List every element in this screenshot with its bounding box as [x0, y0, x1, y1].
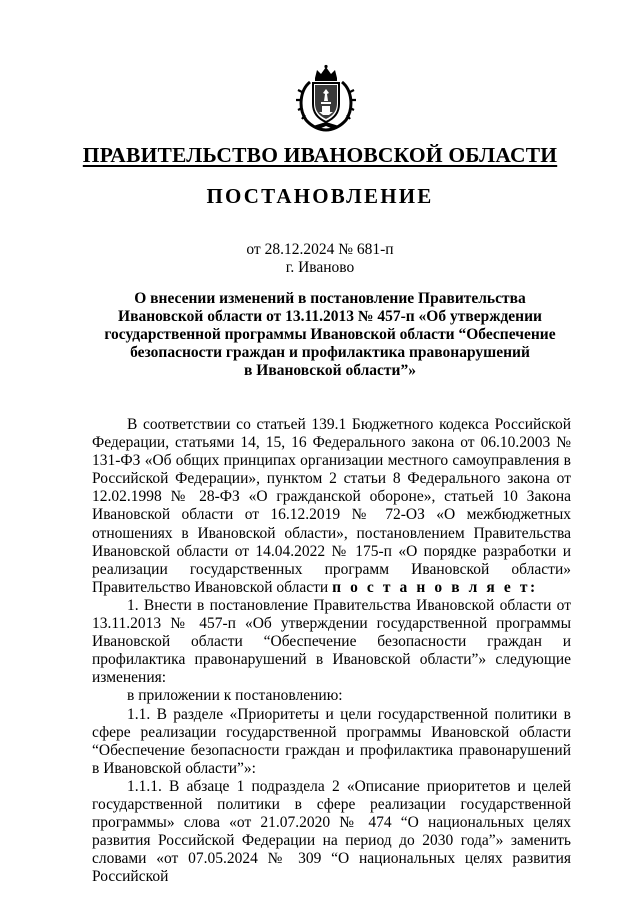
paragraph-2: в приложении к постановлению:	[127, 687, 343, 705]
city: г. Иваново	[285, 259, 355, 276]
subject-line: государственной программы Ивановской области “Обеспечение	[104, 326, 556, 343]
paragraph-1-1-1: 1.1.1. В абзаце 1 подраздела 2 «Описание приоритетов и целей государственной политики в сфере реализации государственной программы» слова «от 21.07.2020 № 474 “О национальных целях развития Российской Федерации на период до 2030 года”» заменить словами «от 07.05.2024 № 309 “О национальных целях развития Российской	[92, 777, 571, 886]
subject-line: Ивановской области от 13.11.2013 № 457-п «Об утверждении	[118, 308, 542, 325]
paragraph-1-1: 1.1. В разделе «Приоритеты и цели государственной политики в сфере реализации государственной программы Ивановской области “Обеспечение безопасности граждан и профилактика правонарушений в Ивановской области”»:	[92, 705, 571, 777]
preamble-text: В соответствии со статьей 139.1 Бюджетного кодекса Российской Федерации, статьями 14, 15, 16 Федерального закона от 06.10.2003 № 131-ФЗ «Об общих принципах организации местного самоуправления в Российской Федерации», пунктом 2 статьи 8 Федерального закона от 12.02.1998 № 28-ФЗ «О гражданской обороне», статьей 10 Закона Ивановской области от 16.12.2019 № 72-ОЗ «О межбюджетных отношениях в Ивановской области», постановлением Правительства Ивановской области от 14.04.2022 № 175-п «О порядке разработки и реализации государственных программ Ивановской области» Правительство Ивановской области	[92, 416, 571, 596]
coat-of-arms-icon	[293, 64, 359, 132]
subject-line: в Ивановской области”»	[244, 362, 416, 379]
government-title: ПРАВИТЕЛЬСТВО ИВАНОВСКОЙ ОБЛАСТИ	[82, 143, 558, 167]
document-type: ПОСТАНОВЛЕНИЕ	[206, 184, 434, 208]
subject-line: безопасности граждан и профилактика правонарушений	[130, 344, 530, 361]
document-body	[92, 416, 571, 886]
document-meta	[0, 241, 640, 277]
paragraph-1: 1. Внести в постановление Правительства Ивановской области от 13.11.2013 № 457-п «Об утверждении государственной программы Ивановской области “Обеспечение безопасности граждан и профилактика правонарушений в Ивановской области”» следующие изменения:	[92, 596, 571, 687]
document-subject	[100, 290, 560, 380]
subject-line: О внесении изменений в постановление Правительства	[134, 290, 526, 307]
preamble-paragraph	[92, 416, 571, 597]
decree-word: п о с т а н о в л я е т:	[332, 578, 538, 596]
date-number: от 28.12.2024 № 681-п	[246, 241, 394, 258]
